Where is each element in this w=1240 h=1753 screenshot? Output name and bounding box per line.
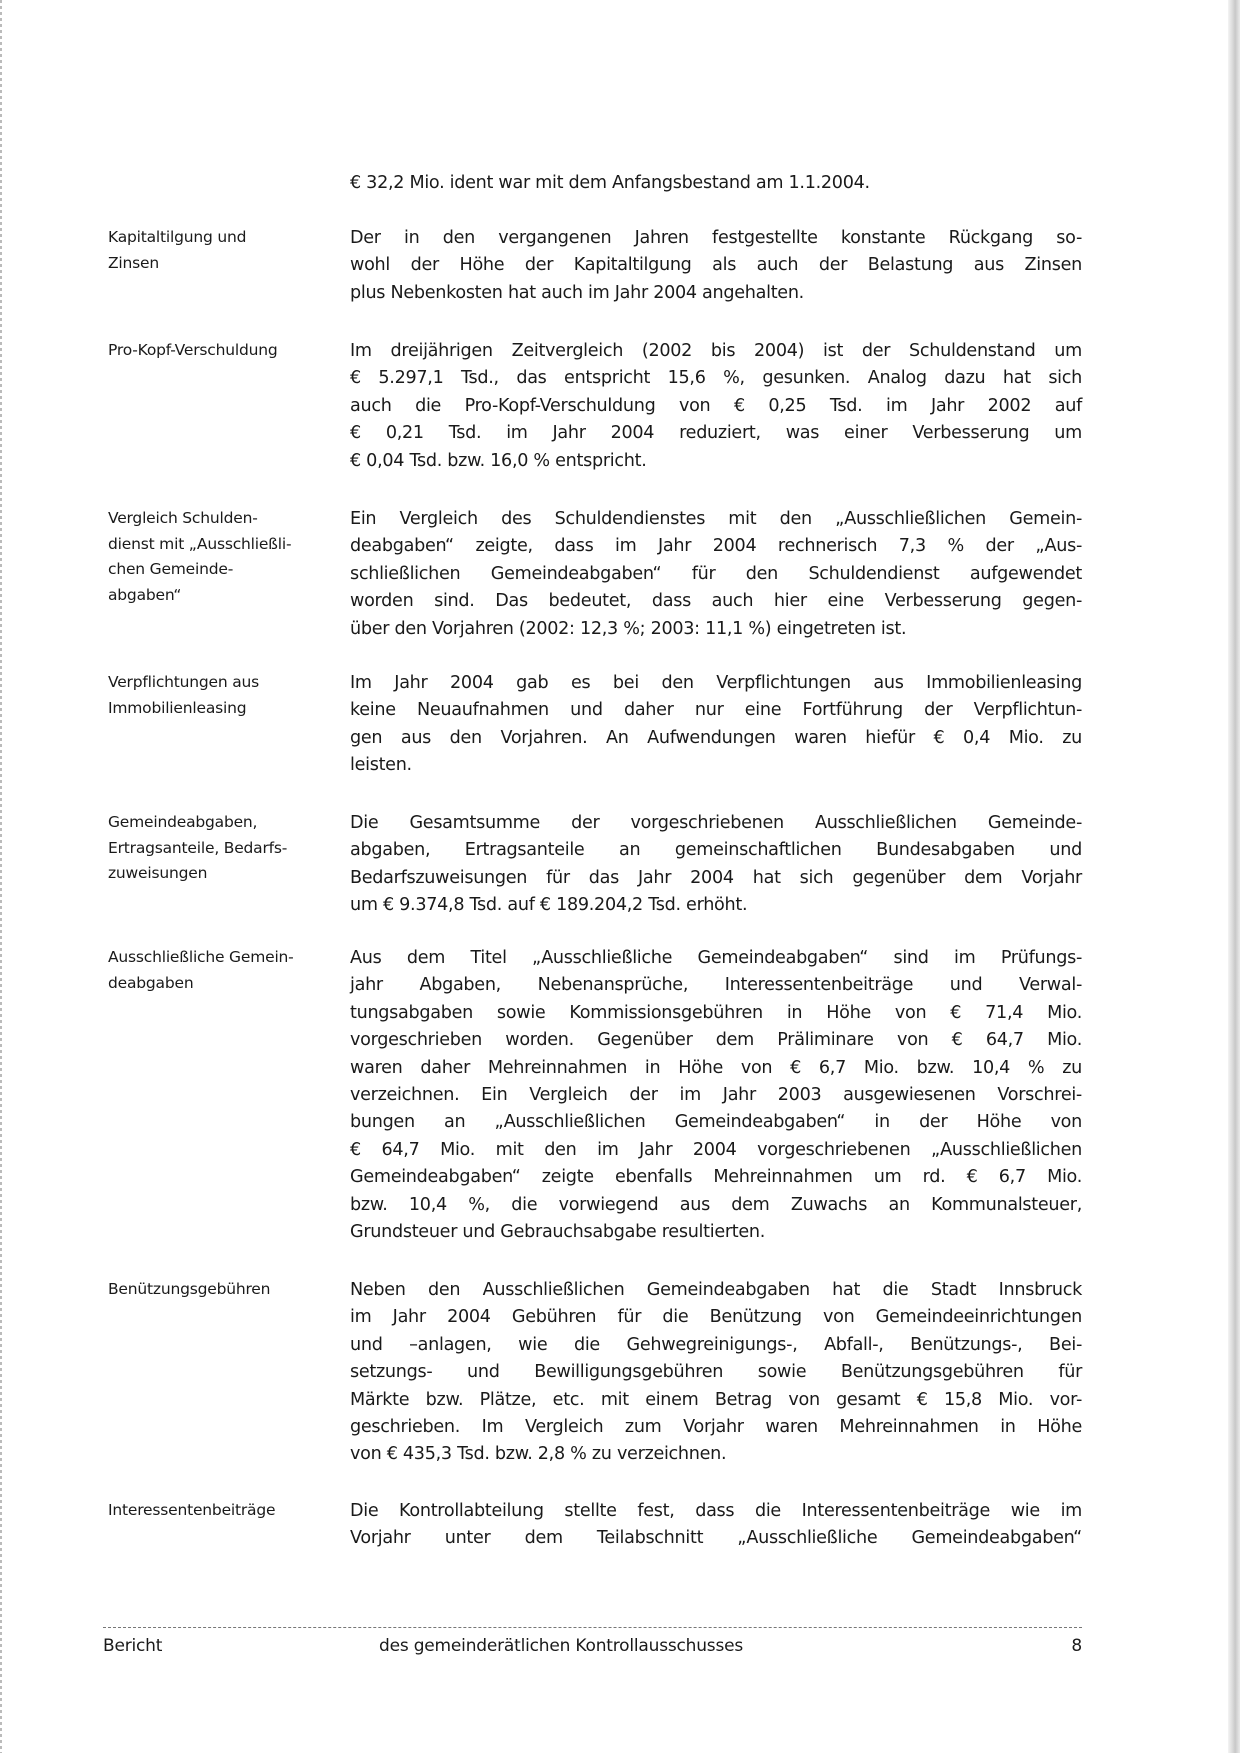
paragraph-line: waren daher Mehreinnahmen in Höhe von € 6,7 Mio. bzw. 10,4 % zu — [350, 1057, 1082, 1078]
paragraph-line: geschrieben. Im Vergleich zum Vorjahr waren Mehreinnahmen in Höhe — [350, 1417, 1082, 1438]
paragraph-line: tungsabgaben sowie Kommissionsgebühren in Höhe von € 71,4 Mio. — [350, 1002, 1082, 1023]
margin-label-line: Zinsen — [108, 253, 159, 272]
paragraph-line: auch die Pro-Kopf-Verschuldung von € 0,25 Tsd. im Jahr 2002 auf — [350, 395, 1082, 416]
paragraph-line: vorgeschrieben worden. Gegenüber dem Präliminare von € 64,7 Mio. — [350, 1030, 1082, 1051]
paragraph-line: schließlichen Gemeindeabgaben“ für den Schuldendienst aufgewendet — [350, 563, 1082, 584]
paragraph-line: von € 435,3 Tsd. bzw. 2,8 % zu verzeichnen. — [350, 1444, 727, 1465]
paragraph-line: verzeichnen. Ein Vergleich der im Jahr 2003 ausgewiesenen Vorschrei- — [350, 1085, 1082, 1106]
paragraph-line: plus Nebenkosten hat auch im Jahr 2004 angehalten. — [350, 282, 804, 303]
paragraph-line: bungen an „Ausschließlichen Gemeindeabgaben“ in der Höhe von — [350, 1112, 1082, 1133]
paragraph — [350, 506, 1082, 643]
paragraph-line: jahr Abgaben, Nebenansprüche, Interessentenbeiträge und Verwal- — [350, 975, 1082, 996]
paragraph-line: Im Jahr 2004 gab es bei den Verpflichtungen aus Immobilienleasing — [350, 673, 1082, 693]
margin-label-line: deabgaben — [108, 973, 194, 992]
margin-label — [108, 1277, 338, 1303]
margin-label-line: Immobilienleasing — [108, 698, 247, 717]
paragraph-line: € 5.297,1 Tsd., das entspricht 15,6 %, gesunken. Analog dazu hat sich — [350, 368, 1082, 389]
paragraph-line: wohl der Höhe der Kapitaltilgung als auch der Belastung aus Zinsen — [350, 255, 1082, 276]
paragraph — [350, 810, 1082, 920]
margin-label — [108, 945, 338, 996]
paragraph-line: Märkte bzw. Plätze, etc. mit einem Betrag von gesamt € 15,8 Mio. vor- — [350, 1389, 1082, 1410]
margin-label — [108, 810, 338, 887]
margin-label — [108, 506, 338, 609]
paragraph-line: Bedarfszuweisungen für das Jahr 2004 hat sich gegenüber dem Vorjahr — [350, 867, 1082, 888]
paragraph — [350, 670, 1082, 780]
paragraph — [350, 1498, 1082, 1553]
paragraph-line: über den Vorjahren (2002: 12,3 %; 2003: 11,1 %) eingetreten ist. — [350, 618, 907, 639]
margin-label-line: Gemeindeabgaben, — [108, 813, 258, 831]
margin-label-line: chen Gemeinde- — [108, 560, 234, 579]
paragraph-line: Der in den vergangenen Jahren festgestellte konstante Rückgang so- — [350, 228, 1082, 248]
margin-label — [108, 670, 338, 721]
paragraph — [350, 225, 1082, 307]
paragraph-line: bzw. 10,4 %, die vorwiegend aus dem Zuwachs an Kommunalsteuer, — [350, 1194, 1082, 1215]
paragraph — [350, 338, 1082, 475]
margin-label-line: Ausschließliche Gemein- — [108, 948, 294, 966]
paragraph-line: Im dreijährigen Zeitvergleich (2002 bis 2004) ist der Schuldenstand um — [350, 341, 1082, 361]
margin-label-line: abgaben“ — [108, 586, 182, 605]
paragraph — [350, 1277, 1082, 1469]
margin-label-line: Ertragsanteile, Bedarfs- — [108, 838, 288, 857]
paragraph-line: Vorjahr unter dem Teilabschnitt „Ausschließliche Gemeindeabgaben“ — [350, 1528, 1082, 1549]
margin-label-line: Kapitaltilgung und — [108, 228, 247, 246]
margin-label-line: Pro-Kopf-Verschuldung — [108, 341, 278, 359]
paragraph-line: Die Kontrollabteilung stellte fest, dass die Interessentenbeiträge wie im — [350, 1501, 1082, 1521]
paragraph-line: € 0,04 Tsd. bzw. 16,0 % entspricht. — [350, 450, 647, 471]
paragraph-line: Neben den Ausschließlichen Gemeindeabgaben hat die Stadt Innsbruck — [350, 1280, 1082, 1300]
paragraph-line: setzungs- und Bewilligungsgebühren sowie Benützungsgebühren für — [350, 1362, 1082, 1383]
paragraph-line: gen aus den Vorjahren. An Aufwendungen waren hiefür € 0,4 Mio. zu — [350, 727, 1082, 748]
paragraph — [350, 170, 1082, 197]
footer-left-text: Bericht — [103, 1636, 163, 1656]
scan-edge-right — [1228, 0, 1240, 1753]
footer-divider — [103, 1627, 1082, 1628]
paragraph-line: Gemeindeabgaben“ zeigte ebenfalls Mehreinnahmen um rd. € 6,7 Mio. — [350, 1167, 1082, 1188]
paragraph-line: € 0,21 Tsd. im Jahr 2004 reduziert, was einer Verbesserung um — [350, 423, 1082, 444]
paragraph-line: und –anlagen, wie die Gehwegreinigungs-, Abfall-, Benützungs-, Bei- — [350, 1334, 1082, 1355]
margin-label-line: Verpflichtungen aus — [108, 673, 260, 691]
margin-label-line: zuweisungen — [108, 864, 208, 883]
paragraph-line: deabgaben“ zeigte, dass im Jahr 2004 rechnerisch 7,3 % der „Aus- — [350, 536, 1082, 557]
paragraph — [350, 945, 1082, 1246]
paragraph-line: leisten. — [350, 755, 412, 776]
paragraph-line: im Jahr 2004 Gebühren für die Benützung von Gemeindeeinrichtungen — [350, 1307, 1082, 1328]
scan-edge-left — [0, 0, 2, 1753]
margin-label — [108, 338, 338, 364]
footer-center-text: des gemeinderätlichen Kontrollausschusses — [379, 1636, 744, 1656]
margin-label-line: Vergleich Schulden- — [108, 509, 258, 527]
margin-label-line: Benützungsgebühren — [108, 1280, 271, 1298]
paragraph-line: € 32,2 Mio. ident war mit dem Anfangsbestand am 1.1.2004. — [350, 173, 870, 193]
paragraph-line: worden sind. Das bedeutet, dass auch hier eine Verbesserung gegen- — [350, 591, 1082, 612]
margin-label-line: dienst mit „Ausschließli- — [108, 534, 292, 553]
paragraph-line: Grundsteuer und Gebrauchsabgabe resultierten. — [350, 1222, 766, 1243]
margin-label — [108, 1498, 338, 1524]
paragraph-line: Aus dem Titel „Ausschließliche Gemeindeabgaben“ sind im Prüfungs- — [350, 948, 1082, 968]
paragraph-line: abgaben, Ertragsanteile an gemeinschaftlichen Bundesabgaben und — [350, 840, 1082, 861]
margin-label-line: Interessentenbeiträge — [108, 1501, 276, 1519]
page-number: 8 — [1071, 1636, 1082, 1656]
paragraph-line: um € 9.374,8 Tsd. auf € 189.204,2 Tsd. erhöht. — [350, 895, 748, 916]
paragraph-line: Die Gesamtsumme der vorgeschriebenen Ausschließlichen Gemeinde- — [350, 813, 1082, 833]
paragraph-line: Ein Vergleich des Schuldendienstes mit den „Ausschließlichen Gemein- — [350, 509, 1082, 529]
margin-label — [108, 225, 338, 276]
paragraph-line: keine Neuaufnahmen und daher nur eine Fortführung der Verpflichtun- — [350, 700, 1082, 721]
paragraph-line: € 64,7 Mio. mit den im Jahr 2004 vorgeschriebenen „Ausschließlichen — [350, 1139, 1082, 1160]
